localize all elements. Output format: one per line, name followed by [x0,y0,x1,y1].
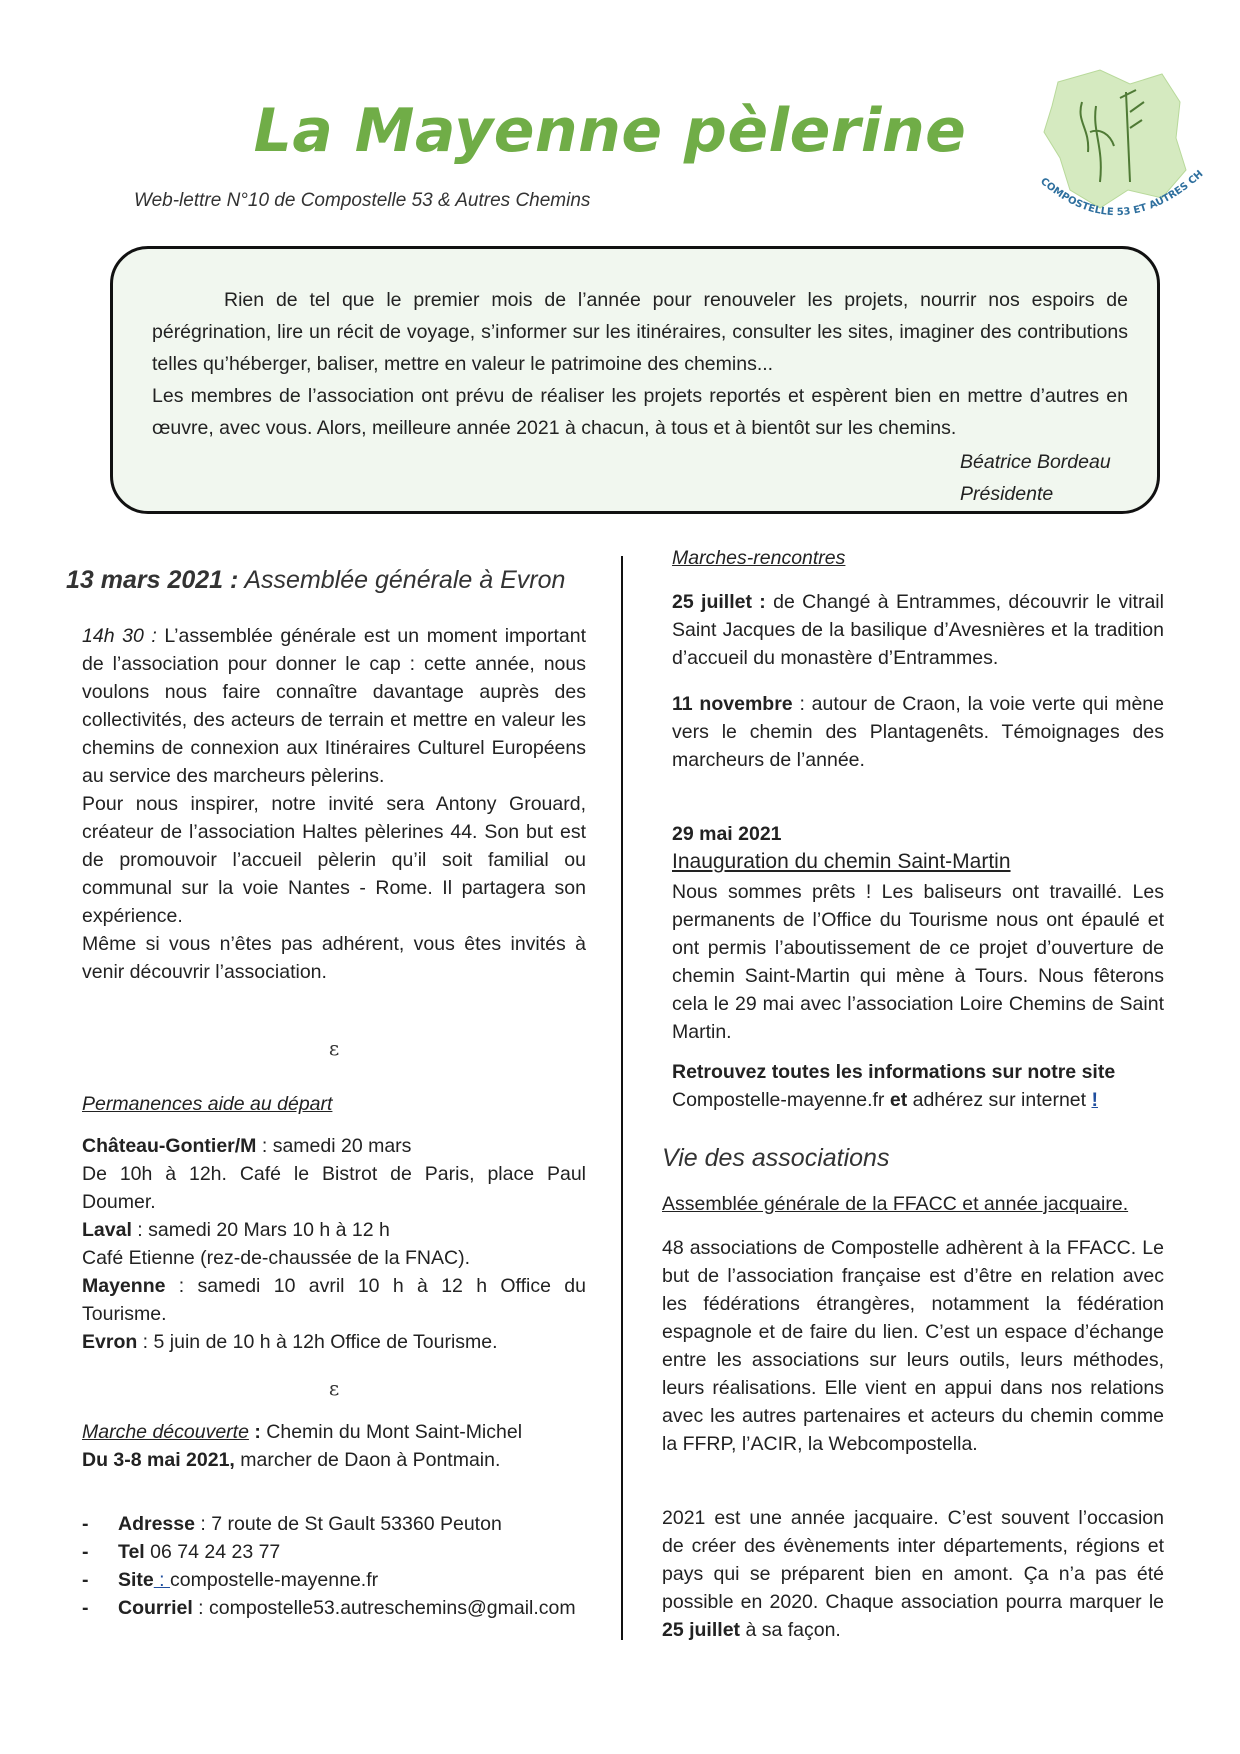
ag-time: 14h 30 : [82,625,157,647]
perm-item: Evron : 5 juin de 10 h à 12h Office de Tourisme. [82,1331,498,1353]
marche-text: marcher de Daon à Pontmain. [234,1449,501,1471]
perm-item: Mayenne : samedi 10 avril 10 h à 12 h Office du Tourisme. [82,1275,586,1325]
contact-address: - Adresse : 7 route de St Gault 53360 Peuton [82,1513,502,1535]
perm-item: Château-Gontier/M : samedi 20 mars [82,1135,412,1157]
intro-paragraph-1: Rien de tel que le premier mois de l’année pour renouveler les projets, nourrir nos espoirs de pérégrination, lire un récit de voyage, s’informer sur les itinéraires, consulter les sites, imaginer des contributions telles qu’héberger, baliser, mettre en valeur le patrimoine des chemins... [152,289,1128,375]
intro-text [152,284,1128,444]
retrouvez-block: Retrouvez toutes les informations sur notre site Compostelle-mayenne.fr et adhérez sur internet ! [672,1061,1116,1111]
adhesion-link[interactable]: ! [1091,1089,1098,1111]
marche-25-juillet: 25 juillet : de Changé à Entrammes, découvrir le vitrail Saint Jacques de la basilique d’Avesnières et la tradition d’accueil du monastère d’Entrammes. [672,591,1164,669]
contact-phone: - Tel 06 74 24 23 77 [82,1541,281,1563]
permanences-list [82,1132,586,1356]
perm-item: De 10h à 12h. Café le Bistrot de Paris, place Paul Doumer. [82,1163,586,1213]
newsletter-subtitle: Web-lettre N°10 de Compostelle 53 & Autres Chemins [134,190,591,211]
vie-associations-title: Vie des associations [662,1144,890,1172]
marche-place: Chemin du Mont Saint-Michel [266,1421,523,1443]
marche-dates: Du 3-8 mai 2021, [82,1449,235,1471]
inauguration-date: 29 mai 2021 [672,823,782,845]
separator-1: ε [328,1036,340,1060]
email-link[interactable]: compostelle53.autreschemins@gmail.com [209,1597,576,1619]
ffacc-text: 48 associations de Compostelle adhèrent à la FFACC. Le but de l’association française est d’être en relation avec les fédérations étrangères, notamment la fédération espagnole et de faire du lien. C’est un espace d’échange entre les associations sur leurs outils, leurs méthodes, leurs réalisations. Elle vient en appui dans nos relations avec les autres partenaires et acteurs du chemin comme la FFRP, l’ACIR, la Webcompostella. [662,1237,1164,1455]
ag-body [82,622,586,986]
ag-heading [66,566,565,595]
marche-title: Marche découverte [82,1421,249,1443]
column-divider [621,556,623,1640]
marches-heading [672,544,1164,572]
inauguration-heading [672,820,1164,876]
contact-site: - Site : compostelle-mayenne.fr [82,1569,379,1591]
association-logo [1030,62,1210,232]
inauguration-title: Inauguration du chemin Saint-Martin [672,850,1011,873]
marche-11-novembre: 11 novembre : autour de Craon, la voie verte qui mène vers le chemin des Plantagenêts. Témoignages des marcheurs de l’année. [672,693,1164,771]
marches-title: Marches-rencontres [672,547,846,569]
ag-text-2: Pour nous inspirer, notre invité sera Antony Grouard, créateur de l’association Haltes pèlerines 44. Son but est de promouvoir l’accueil pèlerin qu’il soit familial ou communal sur la voie Nantes - Rome. Il partagera son expérience. [82,793,586,927]
ag-text-3: Même si vous n’êtes pas adhérent, vous êtes invités à venir découvrir l’association. [82,933,586,983]
marche-decouverte: Marche découverte : Chemin du Mont Saint-Michel Du 3-8 mai 2021, marcher de Daon à Pontmain. [82,1421,523,1471]
intro-paragraph-2: Les membres de l’association ont prévu de réaliser les projets reportés et espèrent bien en mettre d’autres en œuvre, avec vous. Alors, meilleure année 2021 à chacun, à tous et à bientôt sur les chemins. [152,385,1128,439]
svg-text:COMPOSTELLE 53 ET AUTRES CHEMI: COMPOSTELLE 53 ET AUTRES CH [1038,168,1206,219]
ag-title: Assemblée générale à Evron [238,566,566,594]
jacquaire-text: 2021 est une année jacquaire. C’est souvent l’occasion de créer des évènements inter départements, régions et pays qui se préparent bien en amont. Ça n’a pas été possible en 2020. Chaque association pourra marquer le 25 juillet à sa façon. [662,1507,1164,1641]
signature-name: Béatrice Bordeau [960,451,1111,473]
contact-email: - Courriel : compostelle53.autreschemins@gmail.com [82,1597,576,1619]
site-link[interactable]: compostelle-mayenne.fr [170,1569,379,1591]
site-link-2[interactable]: Compostelle-mayenne.fr [672,1089,885,1111]
inauguration-text: Nous sommes prêts ! Les baliseurs ont travaillé. Les permanents de l’Office du Tourisme nous ont épaulé et ont permis l’aboutissement de ce projet d’ouverture de chemin Saint-Martin qui mène à Tours. Nous fêterons cela le 29 mai avec l’association Loire Chemins de Saint Martin. [672,881,1164,1043]
ag-text-1: L’assemblée générale est un moment important de l’association pour donner le cap : cette année, nous voulons nous faire connaître davantage auprès des collectivités, des acteurs de terrain et mettre en valeur les chemins de connexion aux Itinéraires Culturel Européens au service des marcheurs pèlerins. [82,625,587,787]
perm-item: Laval : samedi 20 Mars 10 h à 12 h [82,1219,390,1241]
intro-signature [960,446,1111,510]
perm-item: Café Etienne (rez-de-chaussée de la FNAC). [82,1247,471,1269]
ffacc-title: Assemblée générale de la FFACC et année jacquaire. [662,1193,1129,1215]
permanences-title: Permanences aide au départ [82,1093,333,1115]
permanences-heading [82,1090,586,1118]
contact-list [82,1510,622,1622]
signature-role: Présidente [960,483,1054,505]
ag-date: 13 mars 2021 : [66,566,239,594]
page-title: La Mayenne pèlerine [253,96,967,166]
ffacc-heading [662,1190,1164,1218]
separator-2: ε [328,1376,340,1400]
